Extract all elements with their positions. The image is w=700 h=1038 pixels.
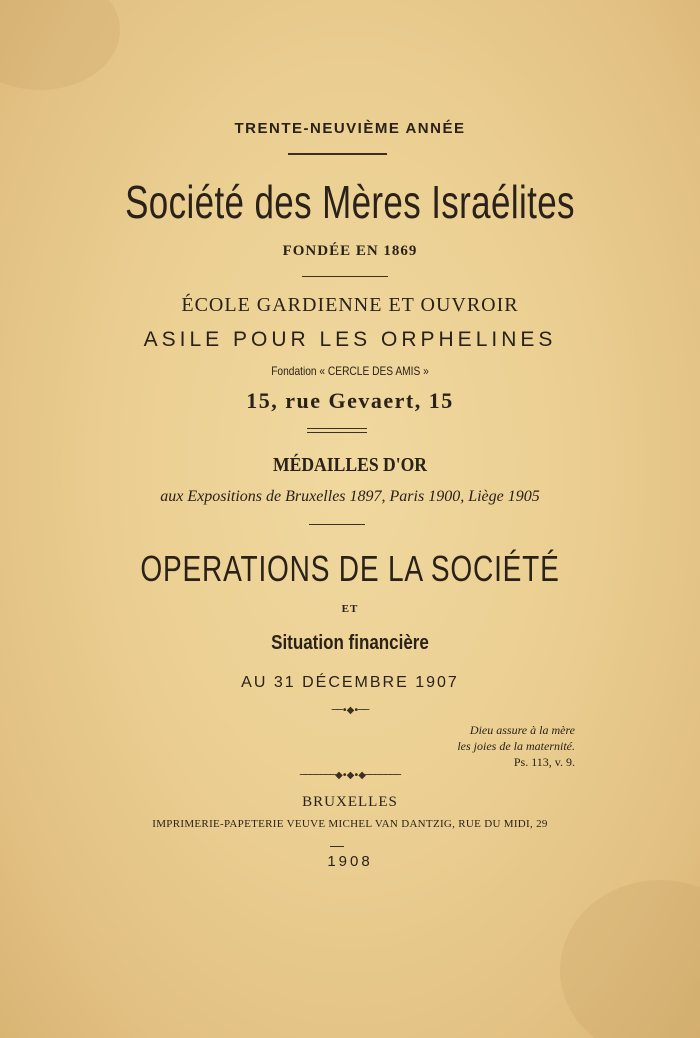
epigraph-reference: Ps. 113, v. 9.: [513, 755, 575, 769]
divider-rule: [330, 846, 344, 847]
foundation-line: Fondation « CERCLE DES AMIS »: [271, 364, 429, 378]
awards-detail: aux Expositions de Bruxelles 1897, Paris 1900, Liège 1905: [160, 488, 540, 505]
imprint-city: BRUXELLES: [302, 794, 398, 810]
society-name: Société des Mères Israélites: [125, 176, 575, 228]
report-conjunction: ET: [341, 603, 359, 615]
divider-rule: [288, 153, 387, 155]
imprint-year: 1908: [327, 853, 373, 870]
school-line: ÉCOLE GARDIENNE ET OUVROIR: [181, 294, 519, 316]
founded-line: FONDÉE EN 1869: [282, 243, 418, 259]
year-line: TRENTE-NEUVIÈME ANNÉE: [234, 120, 466, 137]
epigraph-line: Dieu assure à la mère: [469, 723, 575, 737]
ornament-divider: ───────◆•◆•◆───────: [299, 770, 401, 781]
address-line: 15, rue Gevaert, 15: [246, 388, 454, 413]
report-subtitle: Situation financière: [271, 632, 429, 654]
divider-rule: [309, 524, 365, 525]
ornament-divider: ──•◆•──: [331, 705, 369, 716]
epigraph-line: les joies de la maternité.: [457, 739, 575, 753]
report-title: OPERATIONS DE LA SOCIÉTÉ: [140, 548, 560, 589]
imprint-printer: IMPRIMERIE-PAPETERIE VEUVE MICHEL VAN DANTZIG, RUE DU MIDI, 29: [152, 818, 548, 830]
paper-stain: [560, 880, 700, 1038]
double-divider-rule: [307, 428, 367, 433]
asylum-line: ASILE POUR LES ORPHELINES: [143, 328, 557, 351]
epigraph: [457, 722, 575, 770]
awards-title: MÉDAILLES D'OR: [272, 454, 428, 476]
report-date: AU 31 DÉCEMBRE 1907: [241, 674, 459, 691]
paper-stain: [0, 0, 120, 90]
divider-rule: [302, 276, 388, 277]
